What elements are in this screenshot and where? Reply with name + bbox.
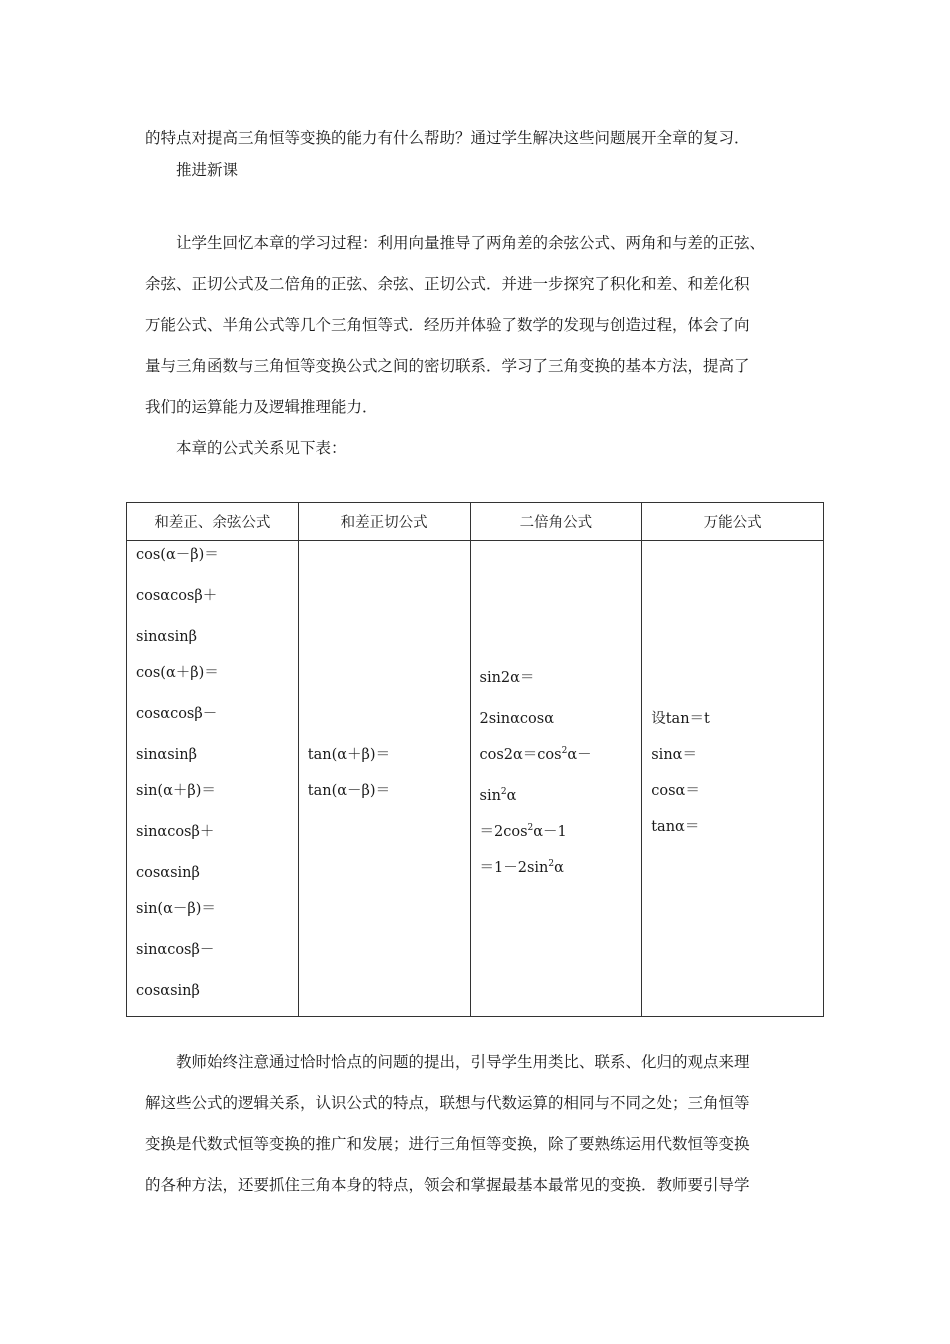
header-double-angle: 二倍角公式: [470, 503, 642, 541]
paragraph-teacher-line-1: 教师始终注意通过恰时恰点的问题的提出，引导学生用类比、联系、化归的观点来理: [176, 1053, 750, 1071]
cell-sum-diff-tan: tan(α＋β)＝ tan(α－β)＝: [298, 541, 470, 1017]
paragraph-review-line-4: 量与三角函数与三角恒等变换公式之间的密切联系．学习了三角变换的基本方法，提高了: [145, 357, 750, 375]
paragraph-teacher-line-4: 的各种方法，还要抓住三角本身的特点，领会和掌握最基本最常见的变换．教师要引导学: [145, 1176, 750, 1194]
paragraph-review-line-3: 万能公式、半角公式等几个三角恒等式．经历并体验了数学的发现与创造过程，体会了向: [145, 316, 750, 334]
table-caption: 本章的公式关系见下表：: [176, 439, 347, 457]
paragraph-intro: 的特点对提高三角恒等变换的能力有什么帮助？通过学生解决这些问题展开全章的复习．: [145, 129, 750, 147]
formula-table: [126, 502, 824, 1017]
paragraph-teacher-line-3: 变换是代数式恒等变换的推广和发展；进行三角恒等变换，除了要熟练运用代数恒等变换: [145, 1135, 750, 1153]
paragraph-teacher-line-2: 解这些公式的逻辑关系，认识公式的特点，联想与代数运算的相同与不同之处；三角恒等: [145, 1094, 750, 1112]
header-universal: 万能公式: [642, 503, 824, 541]
cell-double-angle: sin2α＝ 2sinαcosα $\cos 2\alpha=\cos^2\alpha-$ $\sin^2\alpha$ $=2\cos^2\alpha-1$ $=1-2\sin^2\alpha$: [470, 541, 642, 1017]
paragraph-review-line-1: 让学生回忆本章的学习过程：利用向量推导了两角差的余弦公式、两角和与差的正弦、: [176, 234, 766, 252]
paragraph-review-line-2: 余弦、正切公式及二倍角的正弦、余弦、正切公式．并进一步探究了积化和差、和差化积: [145, 275, 750, 293]
cell-sum-diff-sin-cos: cos(α－β)＝ cosαcosβ＋ sinαsinβ cos(α＋β)＝ cosαcosβ－ sinαsinβ sin(α＋β)＝ sinαcosβ＋ cosαsinβ sin(α－β)＝ sinαcosβ－ cosαsinβ: [127, 541, 299, 1017]
cell-universal: 设tan＝t sinα＝ cosα＝ tanα＝: [642, 541, 824, 1017]
paragraph-review-line-5: 我们的运算能力及逻辑推理能力．: [145, 398, 378, 416]
section-label-new-lesson: 推进新课: [176, 161, 239, 179]
header-sum-diff-tan: 和差正切公式: [298, 503, 470, 541]
header-sum-diff-sin-cos: 和差正、余弦公式: [127, 503, 299, 541]
